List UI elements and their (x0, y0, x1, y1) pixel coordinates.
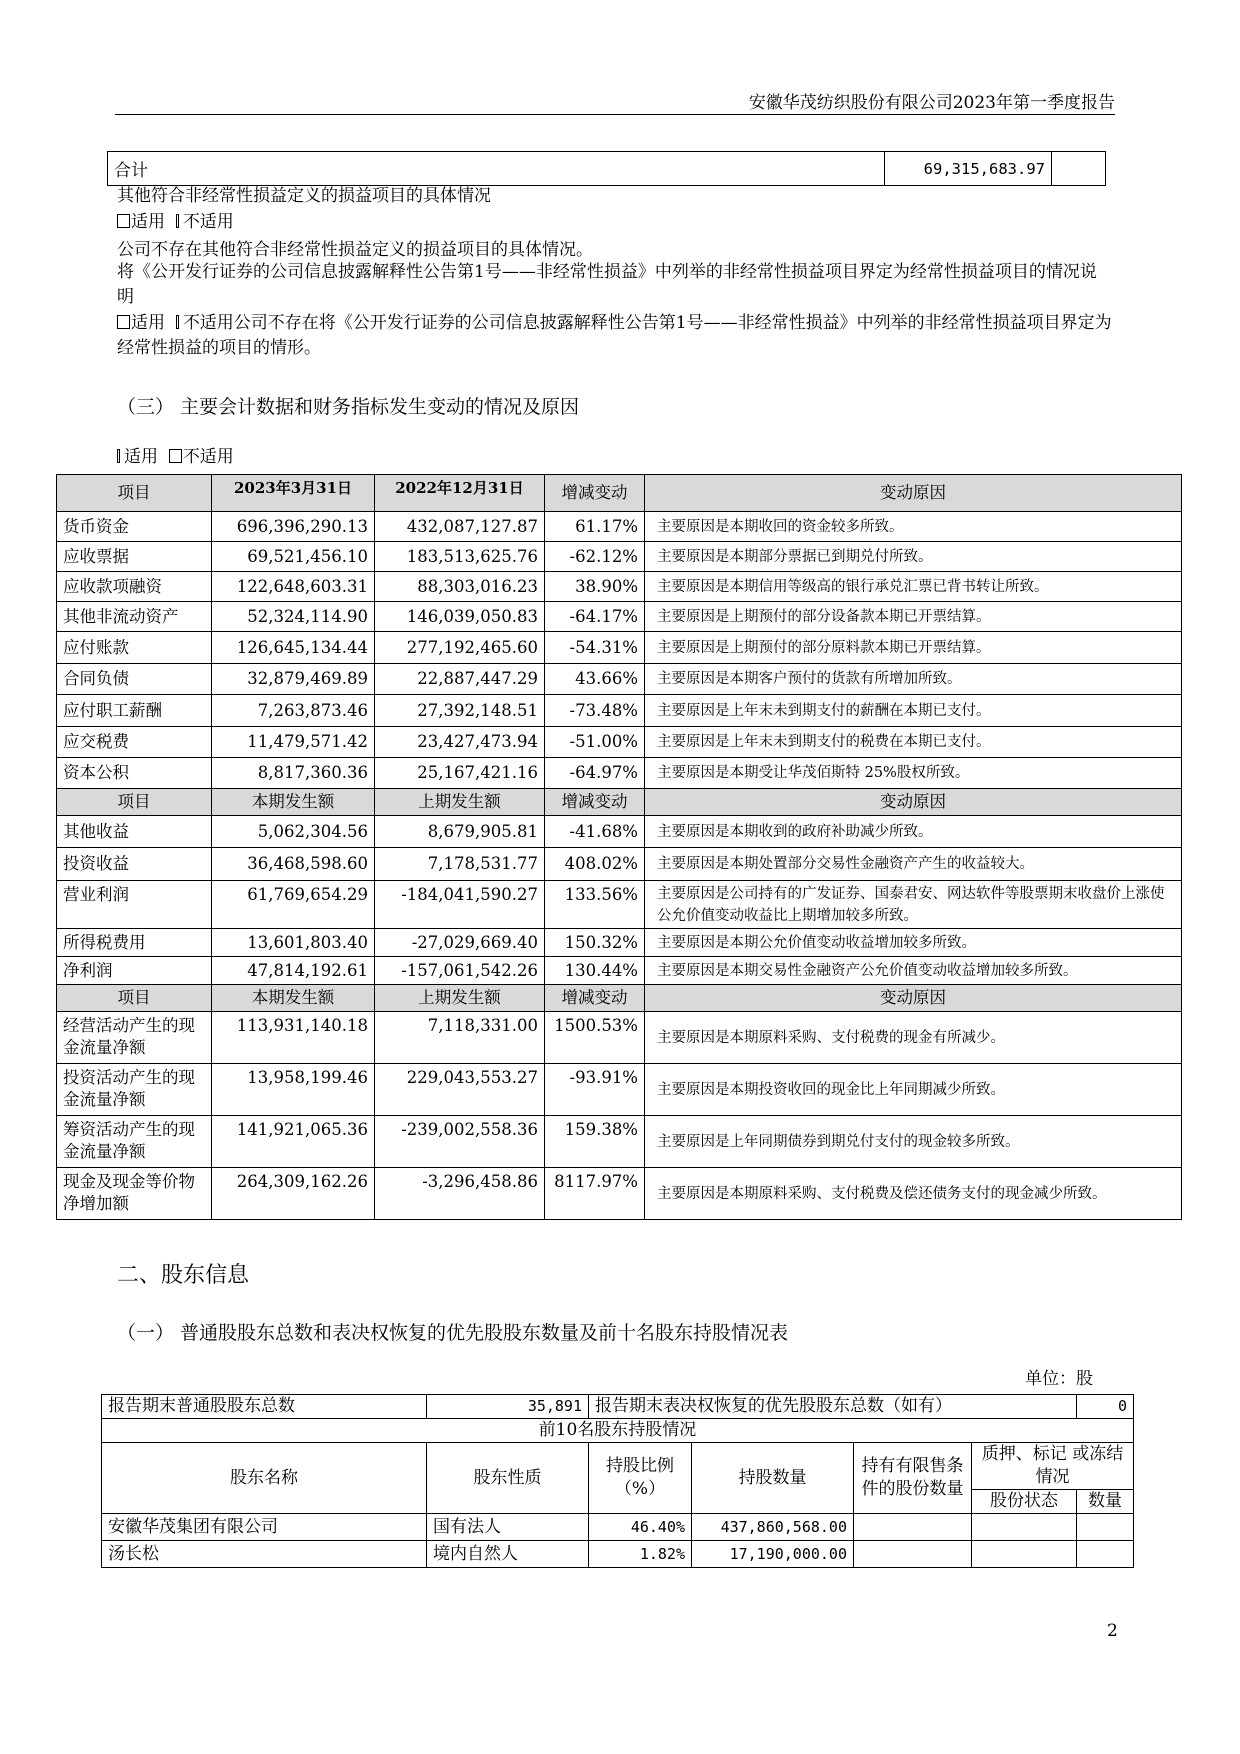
total-label: 合计 (108, 152, 885, 186)
table-header-cell: 2022年12月31日 (375, 475, 545, 512)
page-number: 2 (1107, 1621, 1118, 1641)
sh-nature: 国有法人 (427, 1514, 589, 1541)
row-change: 38.90% (545, 572, 645, 602)
sh-name: 汤长松 (102, 1541, 427, 1568)
table-row (57, 816, 1182, 848)
table-row (57, 957, 1182, 985)
row-change: 61.17% (545, 512, 645, 542)
row-item: 其他收益 (57, 816, 212, 848)
row-change: 159.38% (545, 1116, 645, 1168)
row-reason: 主要原因是本期客户预付的货款有所增加所致。 (645, 664, 1182, 695)
table-row (57, 1012, 1182, 1064)
row-current: 13,958,199.46 (212, 1064, 375, 1116)
row-change: 1500.53% (545, 1012, 645, 1064)
row-current: 32,879,469.89 (212, 664, 375, 695)
row-previous: 27,392,148.51 (375, 695, 545, 727)
table-row (57, 1064, 1182, 1116)
row-current: 264,309,162.26 (212, 1168, 375, 1220)
sh-count (1077, 1541, 1134, 1568)
row-item: 净利润 (57, 957, 212, 985)
other-items-heading: 其他符合非经常性损益定义的损益项目的具体情况 (117, 186, 491, 206)
table-row (57, 848, 1182, 881)
row-previous: 183,513,625.76 (375, 542, 545, 572)
sh-share-status (972, 1514, 1077, 1541)
row-change: 130.44% (545, 957, 645, 985)
row-change: -93.91% (545, 1064, 645, 1116)
table-row (57, 1116, 1182, 1168)
row-reason: 主要原因是本期原料采购、支付税费及偿还债务支付的现金减少所致。 (645, 1168, 1182, 1220)
row-change: -62.12% (545, 542, 645, 572)
row-reason: 主要原因是本期交易性金融资产公允价值变动收益增加较多所致。 (645, 957, 1182, 985)
row-reason: 主要原因是本期受让华茂佰斯特 25%股权所致。 (645, 758, 1182, 789)
table-header-cell: 项目 (57, 475, 212, 512)
table-row (57, 695, 1182, 727)
table-header-row (57, 475, 1182, 512)
row-current: 7,263,873.46 (212, 695, 375, 727)
table-header-cell: 变动原因 (645, 789, 1182, 816)
checkbox-marked-icon (117, 449, 120, 463)
table-header-row (57, 789, 1182, 816)
row-previous: 432,087,127.87 (375, 512, 545, 542)
row-reason: 主要原因是本期公允价值变动收益增加较多所致。 (645, 929, 1182, 957)
row-current: 5,062,304.56 (212, 816, 375, 848)
table-header-cell: 项目 (57, 985, 212, 1012)
row-previous: 23,427,473.94 (375, 727, 545, 758)
row-current: 69,521,456.10 (212, 542, 375, 572)
row-current: 126,645,134.44 (212, 632, 375, 664)
table-header-cell: 2023年3月31日 (212, 475, 375, 512)
total-value: 69,315,683.97 (885, 152, 1052, 186)
row-current: 122,648,603.31 (212, 572, 375, 602)
table-header-row (57, 985, 1182, 1012)
row-previous: 25,167,421.16 (375, 758, 545, 789)
sh-share-status (972, 1541, 1077, 1568)
row-previous: 88,303,016.23 (375, 572, 545, 602)
row-previous: -157,061,542.26 (375, 957, 545, 985)
sh-col-name: 股东名称 (102, 1443, 427, 1514)
row-current: 113,931,140.18 (212, 1012, 375, 1064)
table-row (57, 512, 1182, 542)
row-change: -51.00% (545, 727, 645, 758)
row-current: 13,601,803.40 (212, 929, 375, 957)
sh-ratio: 1.82% (589, 1541, 692, 1568)
sh-pref-label: 报告期末表决权恢复的优先股股东总数（如有） (589, 1395, 1077, 1419)
row-item: 投资收益 (57, 848, 212, 881)
row-previous: 146,039,050.83 (375, 602, 545, 632)
row-reason: 主要原因是本期原料采购、支付税费的现金有所减少。 (645, 1012, 1182, 1064)
row-previous: -27,029,669.40 (375, 929, 545, 957)
row-change: 133.56% (545, 881, 645, 929)
row-current: 696,396,290.13 (212, 512, 375, 542)
row-previous: 22,887,447.29 (375, 664, 545, 695)
row-item: 货币资金 (57, 512, 212, 542)
row-item: 其他非流动资产 (57, 602, 212, 632)
row-previous: 8,679,905.81 (375, 816, 545, 848)
sh-nature: 境内自然人 (427, 1541, 589, 1568)
row-current: 141,921,065.36 (212, 1116, 375, 1168)
sh-count (1077, 1514, 1134, 1541)
row-reason: 主要原因是上期预付的部分原料款本期已开票结算。 (645, 632, 1182, 664)
row-reason: 主要原因是本期信用等级高的银行承兑汇票已背书转让所致。 (645, 572, 1182, 602)
table-row (57, 929, 1182, 957)
row-reason: 主要原因是本期处置部分交易性金融资产产生的收益较大。 (645, 848, 1182, 881)
total-row (108, 152, 1106, 186)
section3-applicable: 适用 (124, 447, 158, 467)
table-header-cell: 上期发生额 (375, 985, 545, 1012)
table-row (57, 572, 1182, 602)
row-change: -73.48% (545, 695, 645, 727)
checkbox-marked-icon (176, 315, 179, 329)
sh-qty: 17,190,000.00 (692, 1541, 854, 1568)
total-table (107, 151, 1106, 186)
row-previous: 7,178,531.77 (375, 848, 545, 881)
other-items-text1: 公司不存在其他符合非经常性损益定义的损益项目的具体情况。 (117, 240, 593, 260)
row-previous: 229,043,553.27 (375, 1064, 545, 1116)
sh-restricted (854, 1541, 972, 1568)
shareholder-row (102, 1541, 1134, 1568)
row-reason: 主要原因是上年末未到期支付的税费在本期已支付。 (645, 727, 1182, 758)
shareholder-row (102, 1514, 1134, 1541)
unit-label: 单位：股 (1025, 1369, 1093, 1389)
row-current: 36,468,598.60 (212, 848, 375, 881)
table-header-cell: 本期发生额 (212, 985, 375, 1012)
row-reason: 主要原因是公司持有的广发证券、国泰君安、网达软件等股票期末收盘价上涨使公允价值变动收益比上期增加较多所致。 (645, 881, 1182, 929)
section-two-subtitle: （一） 普通股股东总数和表决权恢复的优先股股东数量及前十名股东持股情况表 (117, 1322, 789, 1344)
table-row (57, 542, 1182, 572)
row-item: 所得税费用 (57, 929, 212, 957)
row-current: 47,814,192.61 (212, 957, 375, 985)
table-row (57, 758, 1182, 789)
row-previous: -239,002,558.36 (375, 1116, 545, 1168)
sh-col-count: 数量 (1077, 1490, 1134, 1514)
row-current: 8,817,360.36 (212, 758, 375, 789)
table-row (57, 602, 1182, 632)
sh-col-qty: 持股数量 (692, 1443, 854, 1514)
shareholder-table (101, 1394, 1134, 1568)
table-header-cell: 本期发生额 (212, 789, 375, 816)
row-item: 筹资活动产生的现金流量净额 (57, 1116, 212, 1168)
sh-name: 安徽华茂集团有限公司 (102, 1514, 427, 1541)
table-row (57, 1168, 1182, 1220)
header-title: 安徽华茂纺织股份有限公司2023年第一季度报告 (748, 93, 1115, 113)
row-reason: 主要原因是上期预付的部分设备款本期已开票结算。 (645, 602, 1182, 632)
row-current: 61,769,654.29 (212, 881, 375, 929)
sh-total-value: 35,891 (427, 1395, 589, 1419)
sh-col-restricted: 持有有限售条件的股份数量 (854, 1443, 972, 1514)
table-header-cell: 增减变动 (545, 985, 645, 1012)
sh-restricted (854, 1514, 972, 1541)
total-empty-cell (1052, 152, 1106, 186)
financial-change-table (56, 474, 1182, 1220)
row-previous: -184,041,590.27 (375, 881, 545, 929)
row-item: 资本公积 (57, 758, 212, 789)
section3-check (117, 445, 1112, 470)
checkbox-marked-icon (176, 214, 179, 228)
row-reason: 主要原因是本期部分票据已到期兑付所致。 (645, 542, 1182, 572)
sh-total-label: 报告期末普通股股东总数 (102, 1395, 427, 1419)
row-current: 11,479,571.42 (212, 727, 375, 758)
row-reason: 主要原因是上年同期债券到期兑付支付的现金较多所致。 (645, 1116, 1182, 1168)
other-items-text3: 不适用公司不存在将《公开发行证券的公司信息披露解释性公告第1号——非经常性损益》中列举的非经常性损益项目界定为经常性损益的项目的情形。 (117, 313, 1112, 358)
checkbox-empty-icon (117, 315, 130, 329)
table-header-cell: 项目 (57, 789, 212, 816)
checkbox-empty-icon (117, 214, 130, 228)
row-change: 150.32% (545, 929, 645, 957)
table-row (57, 727, 1182, 758)
other-items-text3-wrap (117, 311, 1112, 361)
sh-col-share-status: 股份状态 (972, 1490, 1077, 1514)
row-item: 投资活动产生的现金流量净额 (57, 1064, 212, 1116)
sh-col-ratio: 持股比例（%） (589, 1443, 692, 1514)
row-change: -64.97% (545, 758, 645, 789)
row-current: 52,324,114.90 (212, 602, 375, 632)
row-item: 应付职工薪酬 (57, 695, 212, 727)
section3-title: （三） 主要会计数据和财务指标发生变动的情况及原因 (117, 396, 580, 418)
table-row (57, 881, 1182, 929)
row-previous: 7,118,331.00 (375, 1012, 545, 1064)
table-row (57, 632, 1182, 664)
row-item: 应付账款 (57, 632, 212, 664)
sh-col-pledge: 质押、标记 或冻结情况 (972, 1443, 1134, 1490)
sh-col-nature: 股东性质 (427, 1443, 589, 1514)
row-change: -41.68% (545, 816, 645, 848)
row-change: 8117.97% (545, 1168, 645, 1220)
row-previous: 277,192,465.60 (375, 632, 545, 664)
page-header (115, 86, 1115, 115)
other-items-text2: 将《公开发行证券的公司信息披露解释性公告第1号——非经常性损益》中列举的非经常性损益项目界定为经常性损益项目的情况说明 (117, 262, 1097, 307)
row-change: -54.31% (545, 632, 645, 664)
row-item: 营业利润 (57, 881, 212, 929)
applicable-label-2: 适用 (131, 313, 165, 333)
table-header-cell: 变动原因 (645, 985, 1182, 1012)
row-item: 合同负债 (57, 664, 212, 695)
row-item: 应收票据 (57, 542, 212, 572)
not-applicable-label: 不适用 (182, 212, 234, 232)
row-item: 经营活动产生的现金流量净额 (57, 1012, 212, 1064)
sh-pref-value: 0 (1077, 1395, 1134, 1419)
row-change: -64.17% (545, 602, 645, 632)
checkbox-empty-icon (169, 449, 182, 463)
sh-ratio: 46.40% (589, 1514, 692, 1541)
table-header-cell: 增减变动 (545, 475, 645, 512)
table-row (57, 664, 1182, 695)
table-header-cell: 增减变动 (545, 789, 645, 816)
row-change: 408.02% (545, 848, 645, 881)
sh-top10-title: 前10名股东持股情况 (102, 1419, 1134, 1443)
table-header-cell: 上期发生额 (375, 789, 545, 816)
row-reason: 主要原因是本期收到的政府补助减少所致。 (645, 816, 1182, 848)
row-change: 43.66% (545, 664, 645, 695)
row-item: 现金及现金等价物净增加额 (57, 1168, 212, 1220)
section3-not-applicable: 不适用 (182, 447, 234, 467)
other-items-check (117, 210, 1112, 235)
applicable-label: 适用 (131, 212, 165, 232)
row-previous: -3,296,458.86 (375, 1168, 545, 1220)
row-item: 应交税费 (57, 727, 212, 758)
sh-qty: 437,860,568.00 (692, 1514, 854, 1541)
section-two-title: 二、股东信息 (117, 1263, 250, 1288)
row-item: 应收款项融资 (57, 572, 212, 602)
table-header-cell: 变动原因 (645, 475, 1182, 512)
row-reason: 主要原因是本期收回的资金较多所致。 (645, 512, 1182, 542)
row-reason: 主要原因是上年末未到期支付的薪酬在本期已支付。 (645, 695, 1182, 727)
row-reason: 主要原因是本期投资收回的现金比上年同期减少所致。 (645, 1064, 1182, 1116)
